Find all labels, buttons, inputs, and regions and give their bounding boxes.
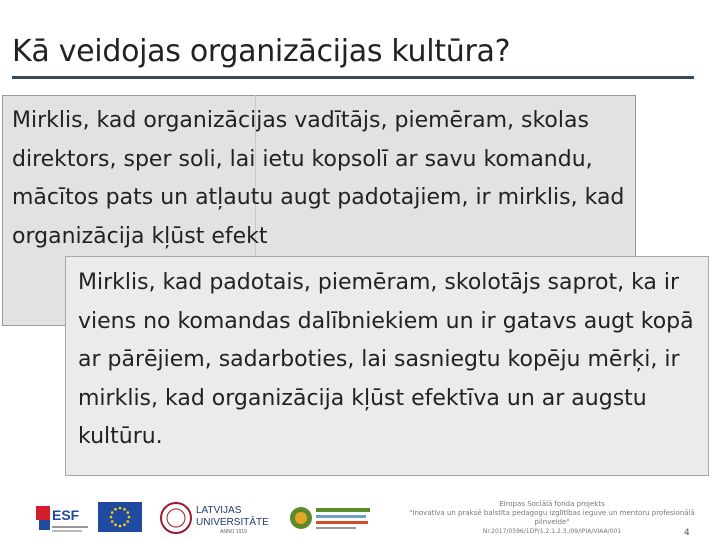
lu-line2: UNIVERSITĀTE <box>196 517 269 528</box>
project-number: Nr.2017/0596/1DP/1.2.1.2.3./09/IPIA/VIAA/001 <box>482 528 622 535</box>
lu-line1: LATVIJAS <box>196 505 242 516</box>
university-logo <box>160 500 269 536</box>
esf-label: ESF <box>52 507 80 523</box>
esf-logo <box>36 504 94 536</box>
project-title: Eiropas Sociālā fonda projekts <box>499 500 605 508</box>
slide-title: Kā veidojas organizācijas kultūra? <box>12 34 511 69</box>
page-number: 4 <box>684 528 690 538</box>
lu-year: ANNO 1919 <box>220 529 247 535</box>
title-underline <box>12 76 694 79</box>
eu-flag-icon <box>98 502 142 532</box>
footer <box>0 492 720 540</box>
subordinate-paragraph: Mirklis, kad padotais, piemēram, skolotājs saprot, ka ir viens no komandas dalībniekiem un ir gatavs augt kopā ar pārējiem, sadarboties, lai sasniegtu kopēju mērķi, ir mirklis, kad organizācija kļūst efektīva un ar augstu kultūru. <box>78 270 694 449</box>
project-name: "Inovatīva un praksē balstīta pedagogu izglītības ieguve un mentoru profesionālā pilnveide" <box>409 509 695 526</box>
project-logo <box>288 502 374 536</box>
leader-paragraph: Mirklis, kad organizācijas vadītājs, piemēram, skolas direktors, sper soli, lai ietu kopsolī ar savu komandu, mācītos pats un atļautu augt padotajiem, ir mirklis, kad organizācija kļūst efekt <box>12 108 625 249</box>
project-info <box>392 500 712 536</box>
